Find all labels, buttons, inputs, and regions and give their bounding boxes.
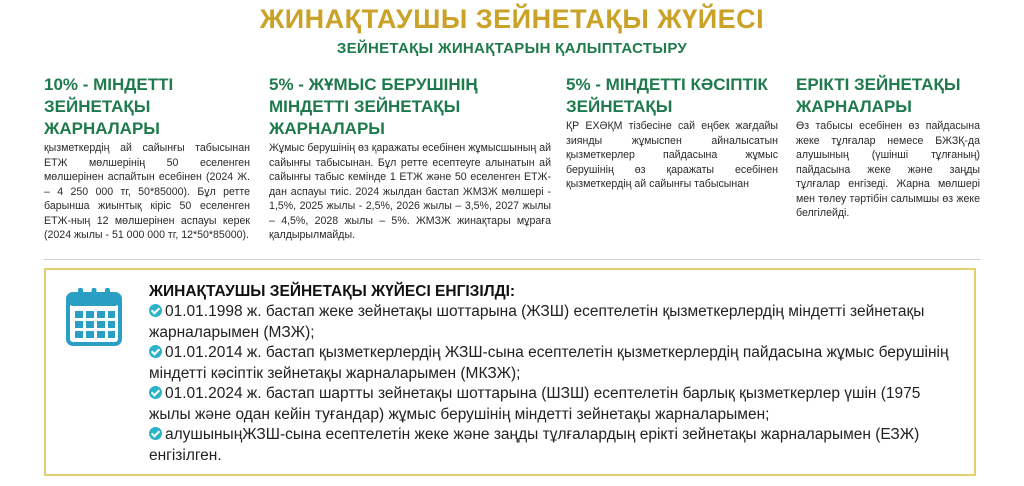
- page-subtitle: ЗЕЙНЕТАҚЫ ЖИНАҚТАРЫН ҚАЛЫПТАСТЫРУ: [336, 40, 688, 57]
- column-body: ҚР ЕХӘҚМ тізбесіне сай еңбек жағдайы зиянды жұмыспен айналысатын қызметкерлер пайдасына жұмыс берушінің өз қаражаты есебінен қызметкердің ай сайынғы табысынан: [566, 120, 778, 190]
- list-item: [149, 343, 949, 384]
- list-item: [149, 302, 949, 343]
- check-circle-icon: [149, 386, 162, 399]
- column-body: қызметкердің ай сайынғы табысынан ЕТЖ мөлшерінің 50 еселенген мөлшерінен аспайтын есебінен (2024 Ж. – 4 250 000 тг, 50*85000). Бұл ретте барынша жиынтық кіріс 50 еселенген ЕТЖ-ның 12 мөлшерінен аспауы керек (2024 жылы - 51 000 000 тг, 12*50*85000).: [44, 142, 250, 241]
- check-circle-icon: [149, 427, 162, 440]
- column-voluntary-contributions: [796, 74, 980, 221]
- column-professional-contributions: [566, 74, 778, 192]
- introduced-info-box: [44, 268, 976, 476]
- check-circle-icon: [149, 345, 162, 358]
- column-body: Жұмыс берушінің өз қаражаты есебінен жұмысшының ай сайынғы табысынан. Бұл ретте есептеуге алынатын ай сайынғы табыс кемінде 1 ЕТЖ және 50 еселенген ЕТЖ-дан аспауы тиіс. 2024 жылдан бастап ЖМЗЖ мөлшері - 1,5%, 2025 жылы - 2,5%, 2026 жылы – 3,5%, 2027 жылы – 4,5%, 2028 жылы – 5%. ЖМЗЖ жинақтары мұраға қалдырылмайды.: [269, 142, 551, 241]
- column-employer-contributions: [269, 74, 551, 243]
- list-item: [149, 425, 949, 466]
- list-item-text: 01.01.2024 ж. бастап шартты зейнетақы шоттарына (ШЗШ) есептелетін барлық қызметкерлер үшін (1975 жылы және одан кейін туғандар) жұмыс берушінің міндетті зейнетақы жарналарымен;: [149, 385, 921, 423]
- column-body: Өз табысы есебінен өз пайдасына жеке тұлғалар немесе БЖЗҚ-да алушының (үшінші тұлғаның) пайдасына жеке және заңды тұлғалар енгізеді. Жарна мөлшері мен төлеу тәртібін салымшы өз жеке белгілейді.: [796, 120, 980, 219]
- column-heading: 5% - МІНДЕТТІ КӘСІПТІК ЗЕЙНЕТАҚЫ: [566, 75, 768, 116]
- introduced-content: [149, 282, 949, 466]
- list-item: [149, 384, 949, 425]
- divider: [44, 259, 980, 260]
- list-item-text: 01.01.1998 ж. бастап жеке зейнетақы шоттарына (ЖЗШ) есептелетін қызметкерлердің міндетті зейнетақы жарналарымен (МЗЖ);: [149, 303, 925, 341]
- column-heading: 10% - МІНДЕТТІ ЗЕЙНЕТАҚЫ ЖАРНАЛАРЫ: [44, 75, 174, 138]
- list-item-text: алушыныңЖЗШ-сына есептелетін жеке және заңды тұлғалардың ерікті зейнетақы жарналарымен (ЕЗЖ) енгізілген.: [149, 426, 920, 464]
- column-heading: ЕРІКТІ ЗЕЙНЕТАҚЫ ЖАРНАЛАРЫ: [796, 75, 961, 116]
- check-circle-icon: [149, 304, 162, 317]
- page-title: ЖИНАҚТАУШЫ ЗЕЙНЕТАҚЫ ЖҮЙЕСІ: [259, 4, 765, 34]
- calendar-icon: [66, 286, 122, 346]
- introduced-title: ЖИНАҚТАУШЫ ЗЕЙНЕТАҚЫ ЖҮЙЕСІ ЕНГІЗІЛДІ:: [149, 283, 516, 300]
- column-mandatory-contributions: [44, 74, 250, 243]
- list-item-text: 01.01.2014 ж. бастап қызметкерлердің ЖЗШ-сына есептелетін қызметкерлердің пайдасына жұмыс берушінің міндетті кәсіптік зейнетақы жарналарымен (МКЗЖ);: [149, 344, 949, 382]
- column-heading: 5% - ЖҰМЫС БЕРУШІНІҢ МІНДЕТТІ ЗЕЙНЕТАҚЫ ЖАРНАЛАРЫ: [269, 75, 478, 138]
